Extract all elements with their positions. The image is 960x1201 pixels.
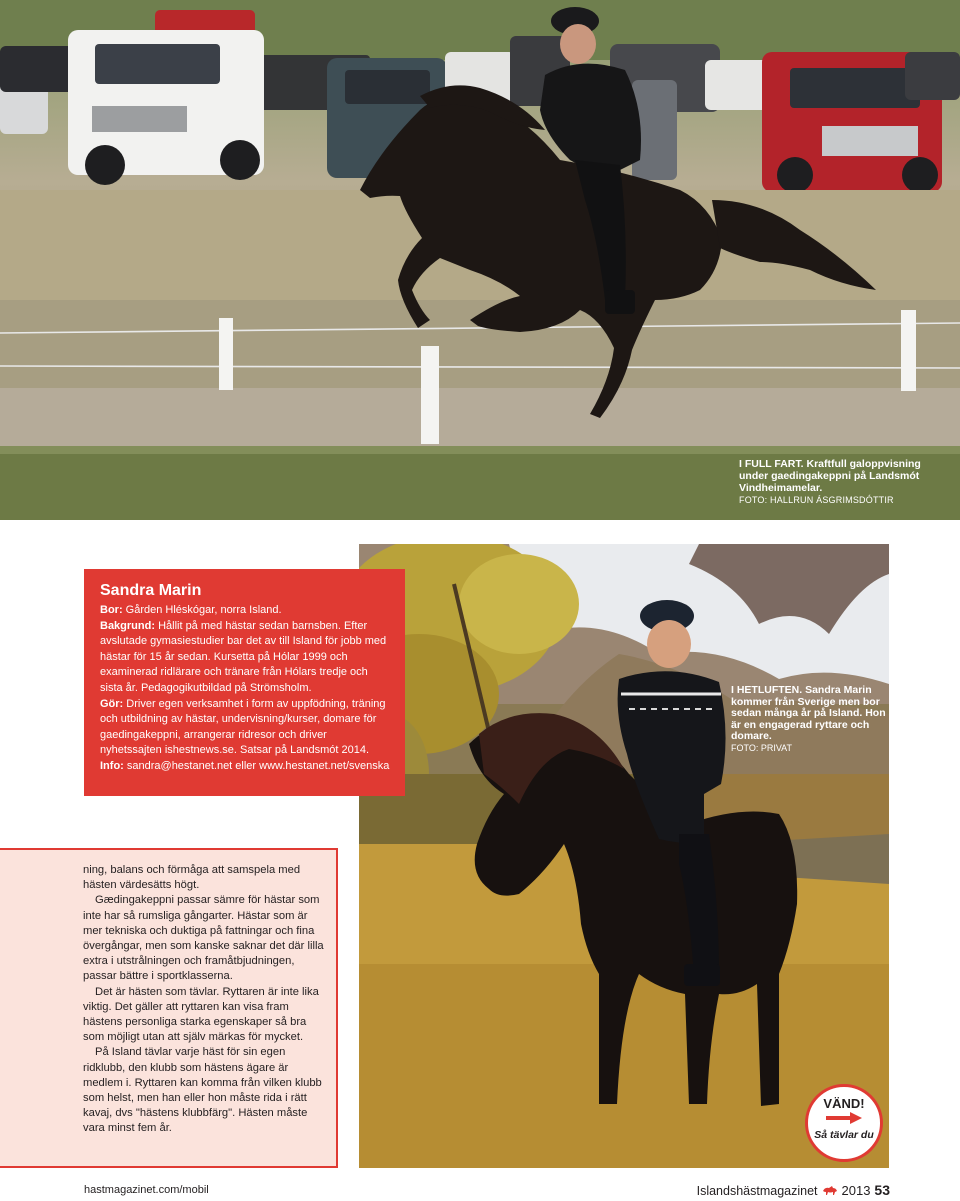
top-photo-gallop xyxy=(0,0,960,520)
portrait-scene-illustration xyxy=(359,544,889,1168)
profile-details xyxy=(100,603,391,775)
bottom-photo-portrait xyxy=(359,544,889,1168)
article-text-column xyxy=(0,848,338,1168)
bottom-photo-caption xyxy=(731,685,891,754)
caption-text: Kraftfull galoppvisning under gaedingakeppni på Landsmót Vindheimamelar. xyxy=(739,458,921,494)
profile-name: Sandra Marin xyxy=(100,582,202,599)
magazine-name: Islandshästmagazinet xyxy=(696,1184,818,1198)
bakgrund-text: Hållit på med hästar sedan barnsben. Efter avslutade gymasiestudier bar det av till Island för jobb med hästar för 15 år sedan. Kursetta på Hólar 1999 och examinerad ridlärare och tränare från Hólars tredje och sista år. Pedagogikutbildad på Strömsholm. xyxy=(100,619,387,694)
paragraph-2: Gædingakeppni passar sämre för hästar som inte har så rumsliga gångarter. Hästar som är mer tekniska och duktiga på fattningar och fina övergångar, men som kanske saknar det där lilla extra i utstrålningen och framåtbjudningen, passar bättre i sportklasserna. xyxy=(83,894,324,983)
issue-year: 2013 xyxy=(841,1183,871,1198)
bakgrund-label: Bakgrund: xyxy=(100,619,155,632)
footer-folio xyxy=(697,1182,890,1198)
arrow-right-icon xyxy=(824,1112,864,1124)
info-label: Info: xyxy=(100,759,124,772)
gor-label: Gör: xyxy=(100,697,124,710)
gallop-scene-illustration xyxy=(0,0,960,520)
bor-text: Gården Hléskógar, norra Island. xyxy=(125,604,282,616)
profile-factbox xyxy=(84,569,405,796)
top-photo-caption xyxy=(739,458,939,506)
gor-text: Driver egen verksamhet i form av uppfödning, träning och utbildning av hästar, undervisning/kurser, domare för gaedingakeppni, arrangerar ridresor och driver nyhetssajten ishestnews.se. Satsar på Landsmót 2014. xyxy=(100,697,386,757)
paragraph-3: Det är hästen som tävlar. Ryttaren är inte lika viktig. Det gäller att ryttaren kan visa fram hästens personliga starka egenskaper så bra som möjligt utan att själv märkas för mycket. xyxy=(83,985,319,1044)
photo-credit: FOTO: PRIVAT xyxy=(731,742,793,753)
info-text: sandra@hestanet.net eller www.hestanet.net/svenska xyxy=(126,759,390,772)
horse-logo-icon xyxy=(822,1185,838,1196)
turn-sub-label: Så tävlar du xyxy=(814,1129,874,1141)
page-number: 53 xyxy=(874,1182,890,1198)
footer-url[interactable]: hastmagazinet.com/mobil xyxy=(84,1184,209,1196)
caption-text: Sandra Marin kommer från Sverige men bor sedan många år på Island. Hon är en engagerad ryttare och domare. xyxy=(731,684,886,742)
turn-label: VÄND! xyxy=(823,1096,865,1111)
bor-label: Bor: xyxy=(100,604,123,616)
turn-page-badge[interactable] xyxy=(805,1084,883,1162)
paragraph-4: På Island tävlar varje häst för sin egen ridklubb, den klubb som hästens ägare är medlem i. Ryttaren kan komma från vilken klubb som helst, men han eller hon måste rida i rätt kavaj, dvs "hästens klubbfärg". Hästen måste vara minst fem år. xyxy=(83,1046,322,1135)
caption-title: I HETLUFTEN. xyxy=(731,684,803,696)
caption-title: I FULL FART. xyxy=(739,458,804,470)
paragraph-1: ning, balans och förmåga att samspela med hästen värdesätts högt. xyxy=(83,864,301,892)
photo-credit: FOTO: HALLRUN ÁSGRIMSDÓTTIR xyxy=(739,495,894,505)
